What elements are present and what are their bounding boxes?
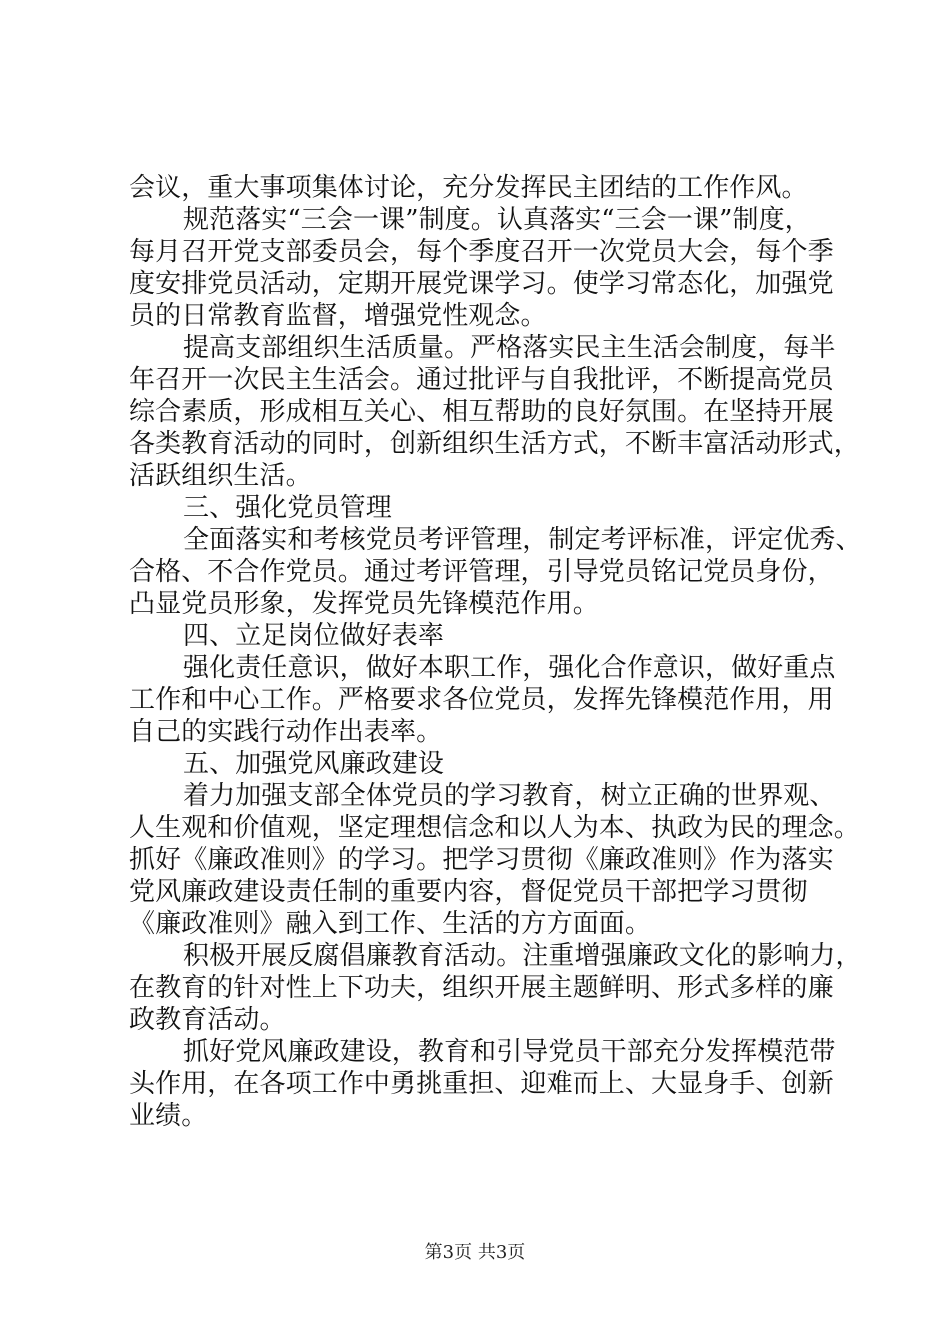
text-line: 《廉政准则》融入到工作、生活的方方面面。 (129, 909, 652, 939)
text-line: 抓好党风廉政建设，教育和引导党员干部充分发挥模范带 (183, 1037, 836, 1067)
text-line: 凸显党员形象，发挥党员先锋模范作用。 (129, 589, 599, 619)
text-line: 积极开展反腐倡廉教育活动。注重增强廉政文化的影响力， (183, 941, 862, 971)
text-line: 头作用，在各项工作中勇挑重担、迎难而上、大显身手、创新 (129, 1069, 834, 1099)
text-line: 规范落实“三会一课”制度。认真落实“三会一课”制度， (183, 205, 811, 235)
text-line: 着力加强支部全体党员的学习教育，树立正确的世界观、 (183, 781, 836, 811)
text-line: 四、立足岗位做好表率 (183, 621, 445, 651)
text-line: 政教育活动。 (129, 1005, 286, 1035)
text-line: 五、加强党风廉政建设 (183, 749, 445, 779)
text-line: 每月召开党支部委员会，每个季度召开一次党员大会，每个季 (129, 237, 834, 267)
text-line: 人生观和价值观，坚定理想信念和以人为本、执政为民的理念。 (129, 813, 860, 843)
page-footer: 第3页 共3页 (424, 1242, 526, 1263)
text-line: 三、强化党员管理 (183, 493, 392, 523)
text-line: 强化责任意识，做好本职工作，强化合作意识，做好重点 (183, 653, 836, 683)
text-line: 党风廉政建设责任制的重要内容，督促党员干部把学习贯彻 (129, 877, 808, 907)
text-line: 提高支部组织生活质量。严格落实民主生活会制度，每半 (183, 333, 836, 363)
text-line: 全面落实和考核党员考评管理，制定考评标准，评定优秀、 (183, 525, 862, 555)
text-line: 综合素质，形成相互关心、相互帮助的良好氛围。在坚持开展 (129, 397, 834, 427)
text-line: 度安排党员活动，定期开展党课学习。使学习常态化，加强党 (129, 269, 834, 299)
document-body (129, 172, 862, 1132)
text-line: 工作和中心工作。严格要求各位党员，发挥先锋模范作用，用 (129, 685, 834, 715)
text-line: 业绩。 (129, 1101, 208, 1131)
text-line: 员的日常教育监督，增强党性观念。 (129, 301, 547, 331)
text-line: 在教育的针对性上下功夫，组织开展主题鲜明、形式多样的廉 (129, 973, 834, 1003)
text-line: 各类教育活动的同时，创新组织生活方式，不断丰富活动形式， (129, 429, 860, 459)
text-line: 抓好《廉政准则》的学习。把学习贯彻《廉政准则》作为落实 (129, 845, 834, 875)
text-line: 合格、不合作党员。通过考评管理，引导党员铭记党员身份， (129, 557, 834, 587)
text-line: 年召开一次民主生活会。通过批评与自我批评，不断提高党员 (129, 365, 834, 395)
text-line: 会议，重大事项集体讨论，充分发挥民主团结的工作作风。 (129, 173, 808, 203)
text-line: 活跃组织生活。 (129, 461, 312, 491)
text-line: 自己的实践行动作出表率。 (129, 717, 443, 747)
